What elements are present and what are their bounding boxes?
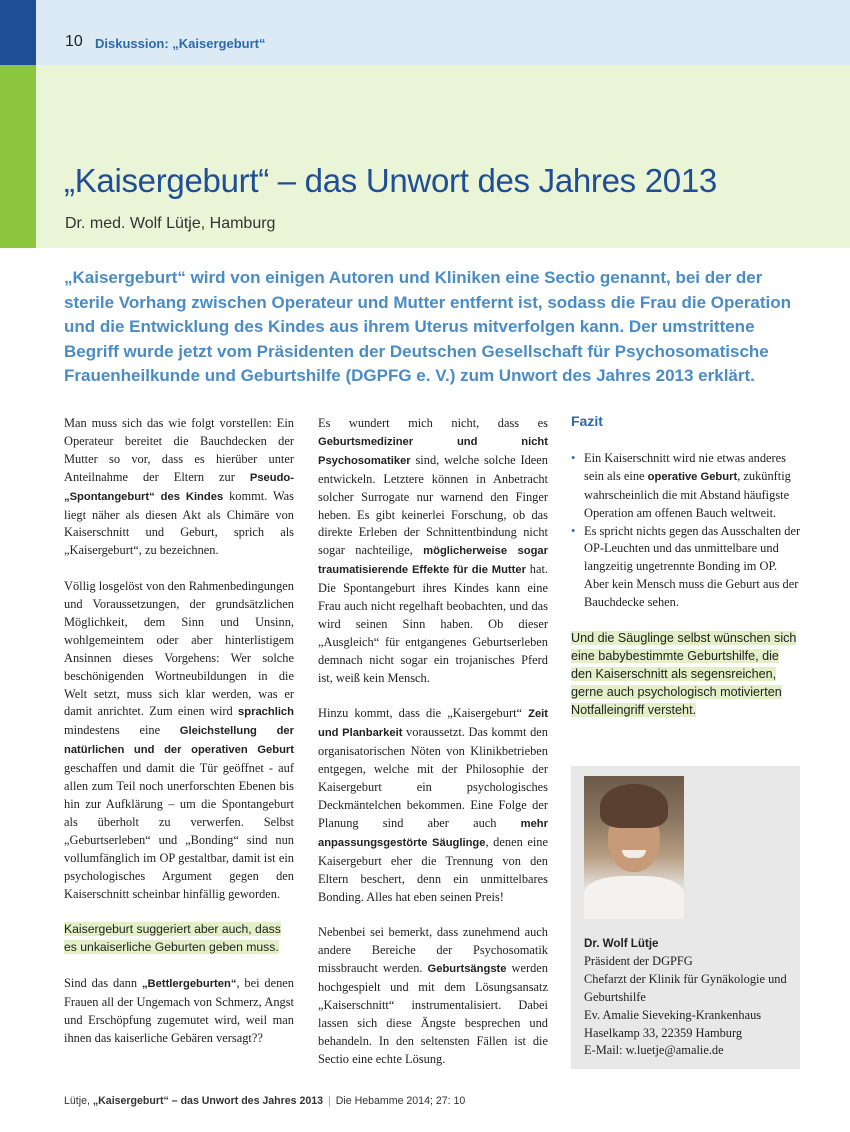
paragraph: Nebenbei sei bemerkt, dass zunehmend auch andere Bereiche der Psychosomatik missbraucht werden. Geburtsängste werden hochgespielt und mit dem Lösungsansatz „Kaiserschnitt“ instrumentalisiert. Dabei lassen sich diese Ängste besprechen und behandeln. In den seltensten Fällen ist die Sectio eine echte Lösung.	[318, 925, 548, 1066]
fazit-highlight: Und die Säuglinge selbst wünschen sich eine babybestimmte Geburtshilfe, die den Kaiserschnitt als segensreichen, gerne auch psychologisch motivierten Notfalleingriff versteht.	[571, 631, 797, 717]
author-role: Präsident der DGPFG	[584, 953, 693, 968]
author-photo	[584, 776, 684, 919]
author-email[interactable]: E-Mail: w.luetje@amalie.de	[584, 1043, 724, 1058]
fazit-column	[571, 413, 801, 720]
article-author: Dr. med. Wolf Lütje, Hamburg	[65, 215, 276, 232]
paragraph: Sind das dann „Bettlergeburten“, bei denen Frauen all der Ungemach von Schmerz, Angst und Erschöpfung zugemutet wird, weil man ihnen das kaiserliche Gebären versagt??	[64, 976, 295, 1045]
header-accent-bar	[0, 0, 36, 65]
author-address: Haselkamp 33, 22359 Hamburg	[584, 1025, 743, 1040]
fazit-heading: Fazit	[571, 413, 603, 429]
page-number: 10	[65, 33, 83, 50]
title-accent-bar	[0, 65, 36, 248]
author-profile-box	[571, 766, 800, 1069]
highlighted-quote: Kaisergeburt suggeriert aber auch, dass es unkaiserliche Geburten geben muss.	[64, 922, 281, 955]
bullet-icon: •	[571, 523, 576, 538]
header-bar	[0, 0, 850, 65]
text-column-1	[64, 415, 294, 1066]
fazit-item: • Ein Kaiserschnitt wird nie etwas anderes sein als eine operative Geburt, zukünftig wahrscheinlich die mit Abstand häufigste Operation am offenen Bauch weltweit.	[571, 450, 791, 520]
author-info	[584, 935, 794, 1060]
author-hospital: Ev. Amalie Sieveking-Krankenhaus	[584, 1007, 762, 1022]
section-label: Diskussion: „Kaisergeburt“	[95, 36, 266, 51]
paragraph: Völlig losgelöst von den Rahmenbedingungen und Voraussetzungen, der grundsätzlichen Möglichkeit, dem Sinn und Unsinn, wohlgemeintem oder aber hinterlistigem Ansinnen dieses Vorgehens: Wer solche beschönigenden Wortneubildungen in die Welt setzt, muss sich klar werden, was er damit anrichtet. Zum einen wird sprachlich mindestens eine Gleichstellung der natürlichen und der operativen Geburt geschaffen und damit die Tür geöffnet - auf allen zum Teil noch unerforschten Ebenen bis hin zur Aufklärung – um die Spontangeburt als überholt zu verwerfen. Selbst „Geburtserleben“ und „Bonding“ sind nun vollumfänglich im OP gestaltbar, damit ist ein psychologisches Argument gegen den Kaiserschnitt scheinbar hinfällig geworden.	[64, 579, 294, 901]
article-lead: „Kaisergeburt“ wird von einigen Autoren und Kliniken eine Sectio genannt, bei der der sterile Vorhang zwischen Operateur und Mutter entfernt ist, sodass die Frau die Operation und die Entwicklung des Kindes aus ihrem Uterus mitverfolgen kann. Der umstrittene Begriff wurde jetzt vom Präsidenten der Deutschen Gesellschaft für Psychosomatische Frauenheilkunde und Geburtshilfe (DGPFG e. V.) zum Unwort des Jahres 2013 erklärt.	[64, 268, 792, 386]
footer-citation: Lütje, „Kaisergeburt“ – das Unwort des Jahres 2013 | Die Hebamme 2014; 27: 10	[64, 1095, 466, 1107]
journal-reference: Die Hebamme 2014; 27: 10	[335, 1095, 466, 1107]
footer-separator: |	[328, 1095, 331, 1107]
fazit-list	[571, 450, 801, 612]
article-title: „Kaisergeburt“ – das Unwort des Jahres 2013	[64, 162, 717, 199]
author-name: Dr. Wolf Lütje	[584, 937, 659, 950]
fazit-item: • Es spricht nichts gegen das Ausschalten der OP-Leuchten und das unmittelbare und langzeitig ungetrennte Bonding im OP. Aber kein Mensch muss die Geburt aus der Bauchdecke sehen.	[571, 523, 801, 610]
paragraph: Es wundert mich nicht, dass es Geburtsmediziner und nicht Psychosomatiker sind, welche solche Ideen entwickeln. Letztere können in Anbetracht solcher Surrogate nur warnend den Finger heben. Es gibt keinerlei Forschung, ob das direkte Erleben der Schnittentbindung nicht sogar nachteilige, möglicherweise sogar traumatisierende Effekte für die Mutter hat. Die Spontangeburt ihres Kindes kann eine Frau auch nicht regelhaft beobachten, und das wird seinen Sinn haben. Ob dieser „Ausgleich“ für entgangenes Geburtserleben demnach nicht sogar ein trojanisches Pferd ist, weiß kein Mensch.	[318, 416, 548, 685]
paragraph: Hinzu kommt, dass die „Kaisergeburt“ Zeit und Planbarkeit voraussetzt. Das kommt den organisatorischen Nöten von Klinikbetrieben entgegen, welche mit der Philosophie der Kaisergeburt ein psychologisches Deckmäntelchen bekommen. Eine Folge der Planung sind aber auch mehr anpassungsgestörte Säuglinge, denen eine Kaisergeburt eher die Trennung von den Eltern beschert, denn ein unmittelbares Bonding. Alles hat eben seinen Preis!	[318, 706, 548, 904]
author-position: Chefarzt der Klinik für Gynäkologie und Geburtshilfe	[584, 971, 787, 1004]
bullet-icon: •	[571, 450, 576, 465]
text-column-2	[318, 415, 548, 1086]
paragraph: Man muss sich das wie folgt vorstellen: Ein Operateur bereitet die Bauchdecken der Mutter so vor, dass es hierüber unter Anteilnahme der Eltern zur Pseudo-„Spontangeburt“ des Kindes kommt. Was liegt näher als diesen Akt als Chimäre von Kaiserschnitt und Geburt, sprich als „Kaisergeburt“, zu bezeichnen.	[64, 416, 295, 558]
